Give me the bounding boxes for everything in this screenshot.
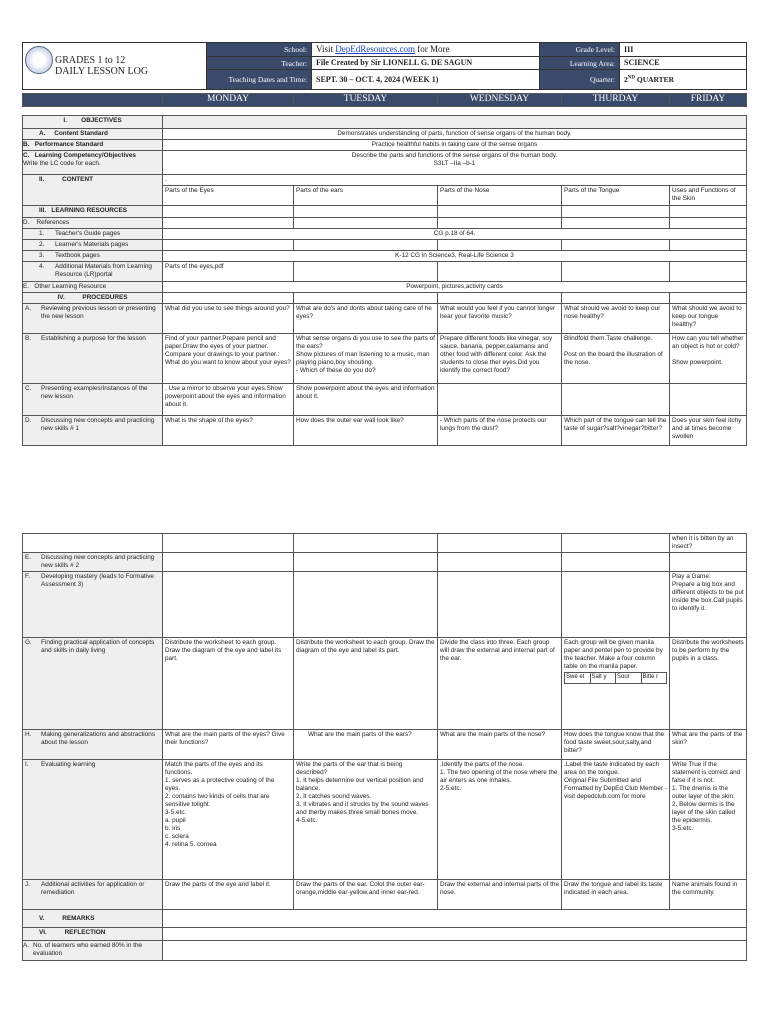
tg-value: CG p.18 of 64. <box>163 229 747 240</box>
tg-label: 1. Teacher's Guide pages <box>23 229 163 240</box>
grade-label: Grade Level: <box>540 43 620 57</box>
resources-heading: III. LEARNING RESOURCES <box>23 206 163 218</box>
content-heading: II. CONTENT <box>23 175 163 206</box>
proc-j-thursday: Draw the tongue and label its taste indicated in each area. <box>562 880 670 910</box>
proc-j-wednesday: Draw the external and internal parts of the nose. <box>438 880 562 910</box>
proc-i-wednesday: .Identify the parts of the nose. 1. The two opening of the nose where the air enters as one inhales. 2-5.etc. <box>438 760 562 880</box>
proc-c-monday: . Use a mirror to observe your eyes.Show powerpoint about the eyes and information about it. <box>163 384 294 416</box>
day-tuesday: TUESDAY <box>294 94 438 107</box>
proc-c-label: C. Presenting examples/Instances of the new lesson <box>23 384 163 416</box>
additional-materials-label: 4. Additional Materials from Learning Resource (LR)portal <box>23 262 163 282</box>
content-dot: . <box>163 175 747 186</box>
proc-b-friday: How can you tell whether an object is hot or cold? Show powerpoint. <box>670 334 747 384</box>
proc-g-label: G. Finding practical application of concepts and skills in daily living <box>23 638 163 730</box>
content-thursday: Parts of the Tongue <box>562 186 670 206</box>
day-monday: MONDAY <box>163 94 294 107</box>
quarter-value: 2ND QUARTER <box>620 70 747 90</box>
day-friday: FRIDAY <box>670 94 747 107</box>
dates-value: SEPT. 30 – OCT. 4, 2024 (WEEK 1) <box>312 70 540 90</box>
procedures-heading: IV. PROCEDURES <box>23 293 163 304</box>
remarks-heading: V. REMARKS <box>23 910 163 928</box>
proc-h-friday: What are the parts of the skin? <box>670 730 747 760</box>
proc-h-label: H. Making generalizations and abstractions about the lesson <box>23 730 163 760</box>
proc-f-label: F. Developing mastery (leads to Formative Assessment 3) <box>23 572 163 638</box>
taste-sour: Sour <box>616 673 642 684</box>
teacher-value: File Created by Sir LIONELL G. DE SAGUN <box>312 57 540 70</box>
quarter-label: Quarter: <box>540 70 620 90</box>
day-header-bar <box>22 93 747 107</box>
reflection-a-label: A. No. of learners who earned 80% in the evaluation <box>23 941 163 961</box>
other-resource-label: E. Other Learning Resource <box>23 282 163 293</box>
taste-sweet: Swe et <box>565 673 591 684</box>
objectives-heading: I. OBJECTIVES <box>23 116 163 129</box>
proc-d-thursday: Which part of the tongue can tell the taste of sugar?salt?vinegar?bitter? <box>562 416 670 446</box>
proc-b-tuesday: What sense organs di you use to see the parts of the ears? Show pictures of man listening to a music, man playing piano,boy shouting. - Which of these do you do? <box>294 334 438 384</box>
competency-label: C. Learning Competency/Objectives Write the LC code for each. <box>23 151 163 175</box>
proc-g-wednesday: Divide the class into three. Each group will draw the external and internal part of the ear. <box>438 638 562 730</box>
proc-c-wednesday <box>438 384 562 416</box>
proc-b-monday: Find of your partner.Prepare pencil and paper.Draw the eyes of your partner. Compare your drawings to your partner.: What do you want to know about your eyes? <box>163 334 294 384</box>
proc-b-thursday: Blindfold them.Taste challenge. Post on the board the illustration of the nose. <box>562 334 670 384</box>
reflection-heading: VI. REFLECTION <box>23 928 163 941</box>
teacher-label: Teacher: <box>207 57 312 70</box>
proc-h-wednesday: What are the main parts of the nose? <box>438 730 562 760</box>
textbook-value: K-12 CG in Science3, Real-Life Science 3 <box>163 251 747 262</box>
school-label: School: <box>207 43 312 57</box>
additional-materials-monday: Parts of the eyes,pdf <box>163 262 294 282</box>
proc-g-thursday: Each group will be given manila paper and pentel pen to provide by the teacher. Make a four column table on the manila paper. Swe et Salt y Sour Bitte r <box>562 638 670 730</box>
lesson-table-part1 <box>22 115 747 446</box>
proc-b-label: B. Establishing a purpose for the lesson <box>23 334 163 384</box>
day-wednesday: WEDNESDAY <box>438 94 562 107</box>
references-label: D. References <box>23 218 163 229</box>
performance-standard-label: B. Performance Standard <box>23 140 163 151</box>
taste-table <box>564 672 667 684</box>
proc-j-label: J. Additional activities for application or remediation <box>23 880 163 910</box>
proc-g-monday: Distribute the worksheet to each group. Draw the diagram of the eye and label its part. <box>163 638 294 730</box>
taste-bitter: Bitte r <box>641 673 667 684</box>
proc-c-tuesday: Show powerpoint about the eyes and information about it. <box>294 384 438 416</box>
proc-d-wednesday: - Which parts of the nose protects our lungs from the dust? <box>438 416 562 446</box>
school-value: Visit DepEdResources.com for More <box>312 43 540 57</box>
proc-d-monday: What is the shape of the eyes? <box>163 416 294 446</box>
proc-h-tuesday: What are the main parts of the ears? <box>294 730 438 760</box>
proc-g-tuesday: Distribute the worksheet to each group. Draw the diagram of the eye and label its part. <box>294 638 438 730</box>
proc-d-friday-cont: when it is bitten by an insect? <box>670 534 747 553</box>
proc-i-friday: Write True if the statement is correct and false if it is not. 1. The dremis is the outer layer of the skin. 2. Below dermis is the layer of the skin called the epidermis. 3-5.etc. <box>670 760 747 880</box>
proc-a-friday: What should we avoid to keep our tongue healthy? <box>670 304 747 334</box>
lm-label: 2. Learner's Materials pages <box>23 240 163 251</box>
depedresources-link[interactable]: DepEdResources.com <box>335 44 415 54</box>
proc-i-thursday: .Label the taste indicated by each area on the tongue. Original File Submitted and Formatted by DepEd Club Member - visit depedclub.com for more <box>562 760 670 880</box>
content-friday: Uses and Functions of the Skin <box>670 186 747 206</box>
performance-standard-value: Practice healthful habits in taking care of the sense organs <box>163 140 747 151</box>
competency-value: Describe the parts and functions of the sense organs of the human body. S3LT –IIa –b-1 <box>163 151 747 175</box>
proc-h-thursday: How does the tongue know that the food taste sweet,sour,salty,and bitter? <box>562 730 670 760</box>
content-standard-value: Demonstrates understanding of parts, function of sense organs of the human body. <box>163 129 747 140</box>
proc-a-wednesday: What would you feel if you cannot longer hear your favorite music? <box>438 304 562 334</box>
doc-title-line1: GRADES 1 to 12 <box>55 54 126 66</box>
day-thursday: THURDAY <box>562 94 670 107</box>
proc-d-friday: Does your skin feel itchy and at times become swollen <box>670 416 747 446</box>
taste-salty: Salt y <box>590 673 616 684</box>
proc-j-tuesday: Draw the parts of the ear. Colot the outer ear-orange,middle ear-yellow,and inner ear-red. <box>294 880 438 910</box>
grade-value: III <box>620 43 747 57</box>
proc-i-monday: Match the parts of the eyes and its functions. 1. serves as a protective coating of the eyes. 2. contains two kinds of cells that are sensitive tolight. 3-5.etc. a. pupil b. iris c. sclera 4. retina 5. cornea <box>163 760 294 880</box>
proc-c-friday <box>670 384 747 416</box>
textbook-label: 3. Textbook pages <box>23 251 163 262</box>
lesson-table-part2 <box>22 533 747 961</box>
content-wednesday: Parts of the Nose <box>438 186 562 206</box>
proc-i-label: I. Evaluating learning <box>23 760 163 880</box>
proc-a-monday: What did you use to see things around you? <box>163 304 294 334</box>
area-label: Learning Area: <box>540 57 620 70</box>
dates-label: Teaching Dates and Time: <box>207 70 312 90</box>
area-value: SCIENCE <box>620 57 747 70</box>
proc-d-label: D. Discussing new concepts and practicing new skills # 1 <box>23 416 163 446</box>
proc-g-friday: Distribute the worksheets to be perform by the pupils in a class. <box>670 638 747 730</box>
content-monday: Parts of the Eyes <box>163 186 294 206</box>
proc-e-label: E. Discussing new concepts and practicing new skills # 2 <box>23 553 163 572</box>
proc-d-tuesday: How does the outer ear wall look like? <box>294 416 438 446</box>
proc-c-thursday <box>562 384 670 416</box>
content-tuesday: Parts of the ears <box>294 186 438 206</box>
proc-h-monday: What are the main parts of the eyes? Give their functions? <box>163 730 294 760</box>
proc-b-wednesday: Prepare different foods like vinegar, soy sauce, banana, pepper,calamansi and other food with different color. Ask the students to close ther eyes.Did you identify the correct food? <box>438 334 562 384</box>
proc-a-label: A. Reviewing previous lesson or presenting the new lesson <box>23 304 163 334</box>
header-table <box>22 42 747 90</box>
proc-j-monday: Draw the parts of the eye and label it. <box>163 880 294 910</box>
proc-a-thursday: What should we avoid to keep our nose healthy? <box>562 304 670 334</box>
other-resource-value: Powerpoint, pictures,activity cards <box>163 282 747 293</box>
doc-title-line2: DAILY LESSON LOG <box>55 66 149 78</box>
content-standard-label: A. Content Standard <box>23 129 163 140</box>
proc-j-friday: Name animals found in the community. <box>670 880 747 910</box>
proc-a-tuesday: What are do's and donts about taking care of he eyes? <box>294 304 438 334</box>
proc-f-friday: Play a Game: Prepare a big box and different objects to be put inside the box.Call pupils to identify it. <box>670 572 747 638</box>
proc-i-tuesday: Write the parts of the ear that is being described? 1. It helps determine our vertical position and balance. 2. It catches sound waves. 3. It vibrates and it strucks by the sound waves and therby makes three small bones move. 4-5.etc. <box>294 760 438 880</box>
